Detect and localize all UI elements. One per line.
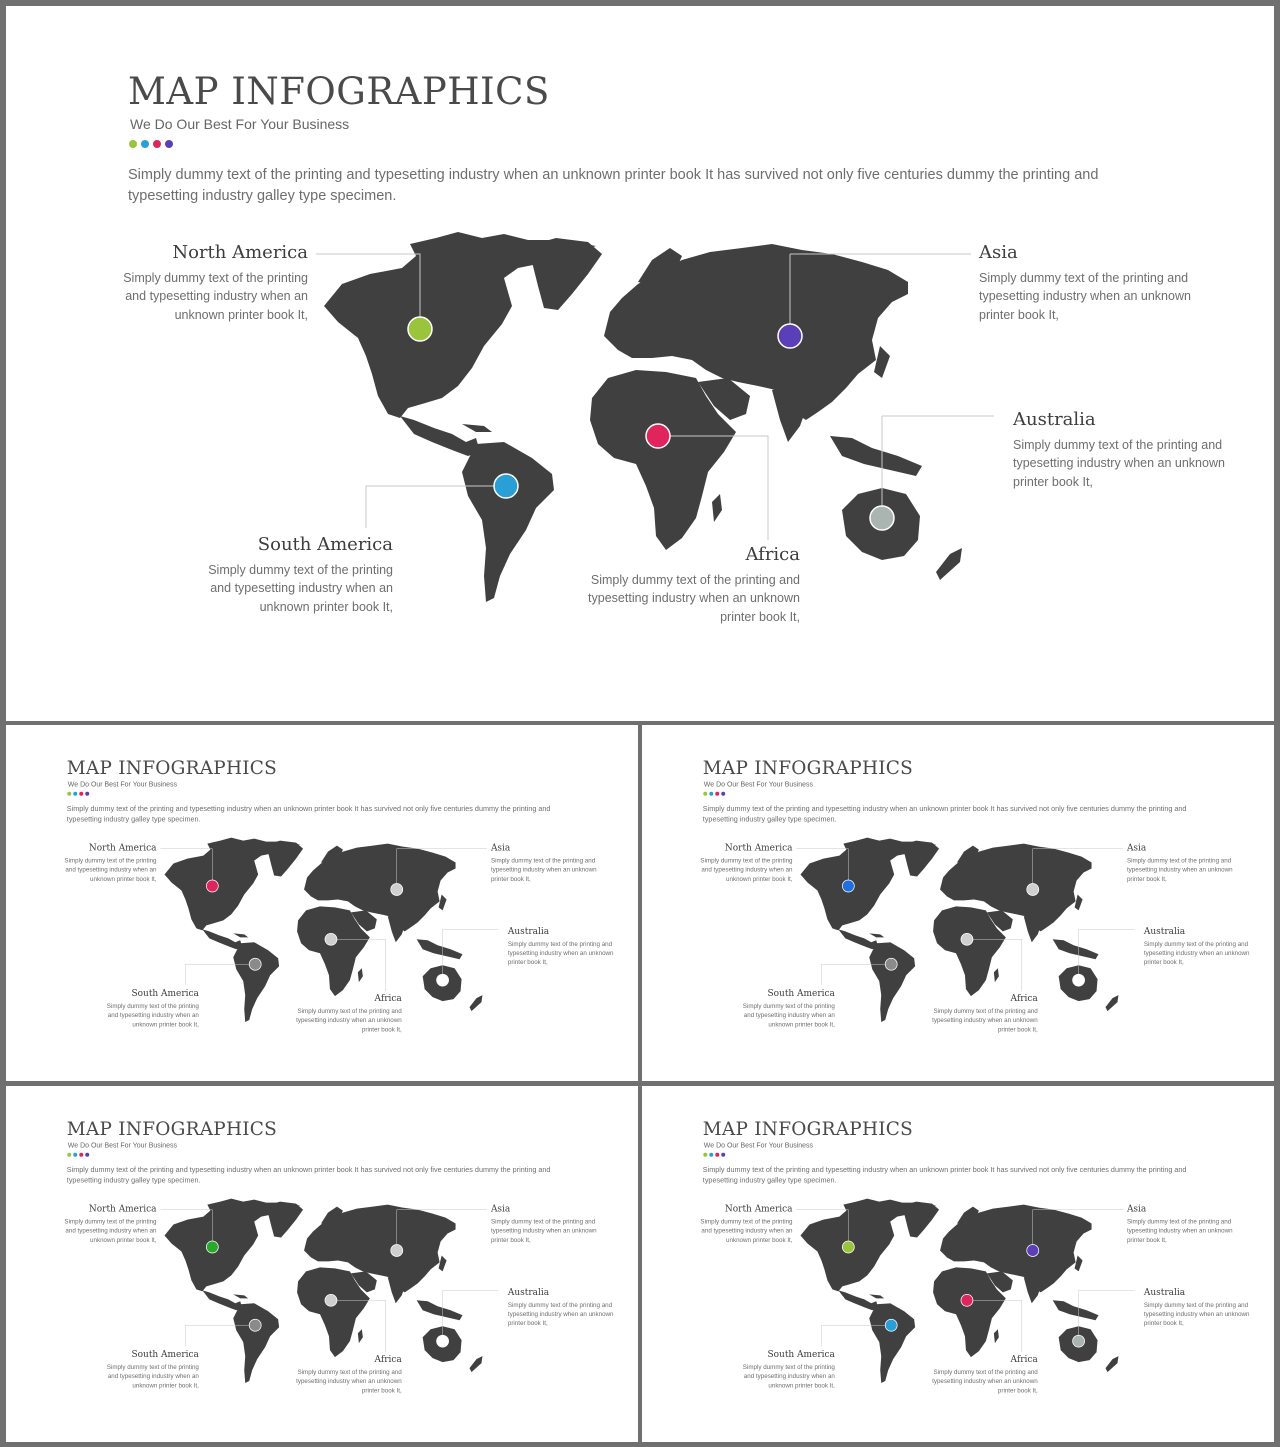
africa-text: Simply dummy text of the printing and typesetting industry when an unknown printer book It,	[296, 1368, 402, 1394]
japan-islands	[1075, 894, 1083, 910]
south-america-marker	[494, 474, 518, 498]
slide-content	[642, 1086, 1274, 1442]
south-america-landmass	[233, 942, 279, 1022]
australia-heading: Australia	[507, 1286, 550, 1298]
australia-text: Simply dummy text of the printing and typesetting industry when an unknown printer book It,	[1143, 1301, 1250, 1327]
slide-content	[642, 725, 1274, 1081]
japan-islands	[439, 1255, 447, 1271]
australia-callout	[1144, 1287, 1259, 1328]
africa-heading: Africa	[1010, 993, 1038, 1004]
caribbean-islands	[233, 1294, 248, 1298]
south-america-marker	[249, 958, 261, 970]
asia-heading: Asia	[979, 242, 1018, 263]
south-america-landmass	[869, 942, 915, 1022]
slide-subtitle: We Do Our Best For Your Business	[703, 1140, 814, 1149]
madagascar-landmass	[994, 968, 999, 982]
australia-heading: Australia	[1013, 409, 1096, 430]
asia-marker	[391, 883, 403, 895]
greenland-landmass	[266, 841, 303, 877]
asia-callout	[979, 242, 1209, 324]
caribbean-islands	[462, 424, 492, 432]
india-landmass	[388, 913, 407, 942]
greenland-landmass	[902, 1202, 939, 1238]
central-america-landmass	[838, 929, 878, 949]
caribbean-islands	[869, 933, 884, 937]
north-america-marker	[408, 317, 432, 341]
slide-subtitle: We Do Our Best For Your Business	[67, 1140, 178, 1149]
north-america-text: Simply dummy text of the printing and typesetting industry when an unknown printer book It,	[700, 1218, 793, 1244]
north-america-marker	[842, 1241, 854, 1253]
north-america-heading: North America	[172, 242, 308, 263]
madagascar-landmass	[712, 494, 722, 522]
madagascar-landmass	[358, 1329, 363, 1343]
asia-text: Simply dummy text of the printing and typesetting industry when an unknown printer book It,	[1126, 857, 1233, 883]
central-america-landmass	[400, 416, 480, 456]
intro-paragraph: Simply dummy text of the printing and typesetting industry when an unknown printer book It has survived not only five centuries dummy the printing and typesetting industry galley type specimen.	[128, 167, 1099, 204]
north-america-callout	[100, 242, 308, 324]
africa-callout	[289, 1354, 402, 1395]
caribbean-islands	[233, 933, 248, 937]
south-america-text: Simply dummy text of the printing and typesetting industry when an unknown printer book It,	[106, 1002, 199, 1028]
slide-subtitle: We Do Our Best For Your Business	[703, 779, 814, 788]
north-america-text: Simply dummy text of the printing and typesetting industry when an unknown printer book It,	[700, 857, 793, 883]
africa-marker	[646, 424, 670, 448]
north-america-heading: North America	[724, 1203, 793, 1215]
south-america-text: Simply dummy text of the printing and typesetting industry when an unknown printer book It,	[106, 1363, 199, 1389]
asia-heading: Asia	[1126, 1203, 1147, 1215]
south-america-marker	[885, 1319, 897, 1331]
south-america-callout	[732, 1349, 835, 1390]
north-america-callout	[53, 1204, 157, 1245]
north-america-callout	[53, 843, 157, 884]
south-america-callout	[732, 988, 835, 1029]
africa-callout	[925, 1354, 1038, 1395]
slide-content	[6, 6, 1274, 721]
africa-heading: Africa	[1010, 1354, 1038, 1365]
asia-marker	[778, 324, 802, 348]
australia-callout	[1013, 409, 1243, 491]
australia-text: Simply dummy text of the printing and typesetting industry when an unknown printer book It,	[1143, 940, 1250, 966]
africa-marker	[325, 933, 337, 945]
australia-text: Simply dummy text of the printing and typesetting industry when an unknown printer book It,	[1013, 438, 1225, 489]
slide-title: MAP INFOGRAPHICS	[702, 1117, 914, 1140]
north-america-text: Simply dummy text of the printing and typesetting industry when an unknown printer book It,	[64, 1218, 157, 1244]
africa-callout	[289, 993, 402, 1034]
asia-marker	[1027, 883, 1039, 895]
slide-title: MAP INFOGRAPHICS	[66, 756, 278, 779]
india-landmass	[772, 384, 810, 442]
slide-content	[6, 1086, 638, 1442]
southeast-asia-islands	[1053, 939, 1099, 959]
south-america-landmass	[869, 1303, 915, 1383]
greenland-landmass	[902, 841, 939, 877]
north-america-heading: North America	[88, 842, 157, 854]
intro-paragraph: Simply dummy text of the printing and typesetting industry when an unknown printer book It has survived not only five centuries dummy the printing and typesetting industry galley type specimen.	[702, 805, 1187, 824]
japan-islands	[439, 894, 447, 910]
central-america-landmass	[202, 1290, 242, 1310]
australia-marker	[437, 1335, 449, 1347]
australia-text: Simply dummy text of the printing and typesetting industry when an unknown printer book It,	[507, 1301, 614, 1327]
south-america-heading: South America	[257, 534, 393, 555]
slide-title: MAP INFOGRAPHICS	[702, 756, 914, 779]
africa-heading: Africa	[374, 993, 402, 1004]
north-america-marker	[206, 1241, 218, 1253]
new-zealand-islands	[1106, 995, 1119, 1011]
japan-islands	[874, 346, 890, 378]
greenland-landmass	[528, 238, 602, 310]
asia-callout	[491, 1204, 606, 1245]
southeast-asia-islands	[830, 436, 922, 476]
south-america-heading: South America	[131, 1349, 199, 1360]
new-zealand-islands	[1106, 1356, 1119, 1372]
asia-heading: Asia	[490, 1203, 511, 1215]
intro-paragraph: Simply dummy text of the printing and typesetting industry when an unknown printer book It has survived not only five centuries dummy the printing and typesetting industry galley type specimen.	[66, 805, 551, 824]
south-america-heading: South America	[767, 988, 835, 999]
north-america-heading: North America	[724, 842, 793, 854]
india-landmass	[1024, 1274, 1043, 1303]
south-america-heading: South America	[767, 1349, 835, 1360]
asia-callout	[1127, 843, 1242, 884]
africa-marker	[961, 1294, 973, 1306]
africa-text: Simply dummy text of the printing and typesetting industry when an unknown printer book It,	[932, 1368, 1038, 1394]
south-america-callout	[96, 1349, 199, 1390]
new-zealand-islands	[470, 1356, 483, 1372]
north-america-heading: North America	[88, 1203, 157, 1215]
slide-content	[6, 725, 638, 1081]
australia-text: Simply dummy text of the printing and typesetting industry when an unknown printer book It,	[507, 940, 614, 966]
new-zealand-islands	[470, 995, 483, 1011]
southeast-asia-islands	[417, 1300, 463, 1320]
south-america-marker	[249, 1319, 261, 1331]
australia-marker	[1073, 1335, 1085, 1347]
south-america-callout	[96, 988, 199, 1029]
south-america-text: Simply dummy text of the printing and typesetting industry when an unknown printer book It,	[742, 1002, 835, 1028]
north-america-callout	[689, 843, 793, 884]
asia-marker	[391, 1244, 403, 1256]
south-america-landmass	[462, 442, 554, 602]
southeast-asia-islands	[1053, 1300, 1099, 1320]
asia-text: Simply dummy text of the printing and typesetting industry when an unknown printer book It,	[979, 271, 1191, 322]
africa-marker	[325, 1294, 337, 1306]
asia-heading: Asia	[1126, 842, 1147, 854]
africa-text: Simply dummy text of the printing and typesetting industry when an unknown printer book It,	[296, 1007, 402, 1033]
thumbnail-top-left[interactable]	[6, 725, 638, 1081]
japan-islands	[1075, 1255, 1083, 1271]
south-america-marker	[885, 958, 897, 970]
intro-paragraph: Simply dummy text of the printing and typesetting industry when an unknown printer book It has survived not only five centuries dummy the printing and typesetting industry galley type specimen.	[702, 1166, 1187, 1185]
central-america-landmass	[202, 929, 242, 949]
south-america-landmass	[233, 1303, 279, 1383]
india-landmass	[388, 1274, 407, 1303]
australia-heading: Australia	[1143, 925, 1186, 937]
slide-subtitle: We Do Our Best For Your Business	[67, 779, 178, 788]
madagascar-landmass	[994, 1329, 999, 1343]
australia-marker	[870, 506, 894, 530]
southeast-asia-islands	[417, 939, 463, 959]
central-america-landmass	[838, 1290, 878, 1310]
caribbean-islands	[869, 1294, 884, 1298]
africa-heading: Africa	[374, 1354, 402, 1365]
north-america-marker	[842, 880, 854, 892]
thumbnail-bottom-left[interactable]	[6, 1086, 638, 1442]
africa-marker	[961, 933, 973, 945]
australia-heading: Australia	[1143, 1286, 1186, 1298]
africa-text: Simply dummy text of the printing and typesetting industry when an unknown printer book It,	[588, 573, 800, 624]
asia-text: Simply dummy text of the printing and typesetting industry when an unknown printer book It,	[1126, 1218, 1233, 1244]
slide-subtitle: We Do Our Best For Your Business	[130, 116, 350, 132]
australia-marker	[1073, 974, 1085, 986]
india-landmass	[1024, 913, 1043, 942]
north-america-text: Simply dummy text of the printing and typesetting industry when an unknown printer book It,	[123, 271, 308, 322]
thumbnail-top-right[interactable]	[642, 725, 1274, 1081]
slide-title: MAP INFOGRAPHICS	[66, 1117, 278, 1140]
asia-callout	[491, 843, 606, 884]
north-america-text: Simply dummy text of the printing and typesetting industry when an unknown printer book It,	[64, 857, 157, 883]
australia-callout	[508, 1287, 623, 1328]
africa-callout	[574, 544, 800, 626]
main-slide	[6, 6, 1274, 721]
asia-callout	[1127, 1204, 1242, 1245]
south-america-callout	[186, 534, 393, 616]
slide-title: MAP INFOGRAPHICS	[128, 70, 550, 113]
africa-heading: Africa	[745, 544, 800, 565]
thumbnail-bottom-right[interactable]	[642, 1086, 1274, 1442]
asia-text: Simply dummy text of the printing and typesetting industry when an unknown printer book It,	[490, 857, 597, 883]
africa-callout	[925, 993, 1038, 1034]
australia-callout	[508, 926, 623, 967]
australia-callout	[1144, 926, 1259, 967]
australia-heading: Australia	[507, 925, 550, 937]
north-america-marker	[206, 880, 218, 892]
north-america-callout	[689, 1204, 793, 1245]
greenland-landmass	[266, 1202, 303, 1238]
australia-marker	[437, 974, 449, 986]
south-america-text: Simply dummy text of the printing and typesetting industry when an unknown printer book It,	[742, 1363, 835, 1389]
south-america-heading: South America	[131, 988, 199, 999]
new-zealand-islands	[936, 548, 962, 580]
south-america-text: Simply dummy text of the printing and typesetting industry when an unknown printer book It,	[208, 563, 393, 614]
africa-text: Simply dummy text of the printing and typesetting industry when an unknown printer book It,	[932, 1007, 1038, 1033]
asia-heading: Asia	[490, 842, 511, 854]
asia-text: Simply dummy text of the printing and typesetting industry when an unknown printer book It,	[490, 1218, 597, 1244]
asia-marker	[1027, 1244, 1039, 1256]
madagascar-landmass	[358, 968, 363, 982]
intro-paragraph: Simply dummy text of the printing and typesetting industry when an unknown printer book It has survived not only five centuries dummy the printing and typesetting industry galley type specimen.	[66, 1166, 551, 1185]
